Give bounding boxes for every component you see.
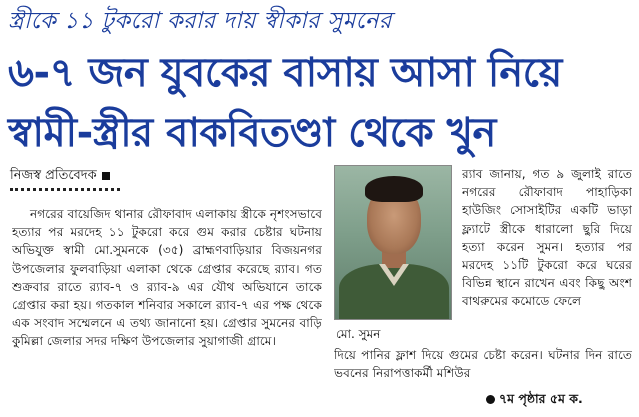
- continued-jump-line: [486, 387, 634, 411]
- photo-hair-shape: [365, 176, 423, 202]
- left-column-text: নগরের বায়েজিদ থানার রৌফাবাদ এলাকায় স্ত্রীকে নৃশংসভাবে হত্যার পর মরদেহ ১১ টুকরো করে গুম করার চেষ্টার ঘটনায় অভিযুক্ত স্বামী মো.সুমনকে (৩৫) ব্রাহ্মণবাড়িয়ার বিজয়নগর উপজেলার ফুলবাড়িয়া এলাকা থেকে গ্রেপ্তার করেছে র‍্যাব। গত শুক্রবার রাতে র‍্যাব-৭ ও র‍্যাব-৯ এর যৌথ অভিযানে তাকে গ্রেপ্তার করা হয়। গতকাল শনিবার সকালে র‍্যাব-৭ এর পক্ষ থেকে এক সংবাদ সম্মেলনে এ তথ্য জানানো হয়। গ্রেপ্তার সুমনের বাড়ি কুমিল্লা জেলার সদর দক্ষিণ উপজেলার সুয়াগাজী গ্রামে।: [12, 207, 322, 349]
- right-column-text: র‍্যাব জানায়, গত ৯ জুলাই রাতে নগরের রৌফাবাদ পাহাড়িকা হাউজিং সোসাইটির একটি ভাড়া ফ্ল্যাটে স্ত্রীকে ধারালো ছুরি দিয়ে হত্যা করেন সুমন। হত্যার পর মরদেহ ১১টি টুকরো করে ঘরের বিভিন্ন স্থানে রাখেন এবং কিছু অংশ বাথরুমের কমোডে ফেলে: [462, 167, 632, 309]
- accused-photo: [334, 165, 452, 320]
- photo-caption: মো. সুমন: [336, 327, 381, 341]
- headline-line-2: স্বামী-স্ত্রীর বাকবিতণ্ডা থেকে খুন: [8, 110, 496, 156]
- headline-line-1: ৬-৭ জন যুবকের বাসায় আসা নিয়ে: [8, 50, 562, 96]
- square-bullet-icon: [102, 172, 110, 180]
- jump-text: ৭ম পৃষ্ঠার ৫ম ক.: [499, 391, 583, 406]
- bullet-dot-icon: [486, 395, 495, 404]
- photo-shirt-shape: [339, 264, 449, 320]
- byline: [10, 165, 320, 187]
- byline-text: নিজস্ব প্রতিবেদক: [10, 168, 97, 183]
- byline-divider: [10, 188, 120, 192]
- right-column-continuation: দিয়ে পানির ফ্লাশ দিয়ে গুমের চেষ্টা করেন। ঘটনার দিন রাতে ভবনের নিরাপত্তাকর্মী মশিউর: [334, 348, 632, 381]
- kicker-subheadline: স্ত্রীকে ১১ টুকরো করার দায় স্বীকার সুমনের: [8, 8, 392, 34]
